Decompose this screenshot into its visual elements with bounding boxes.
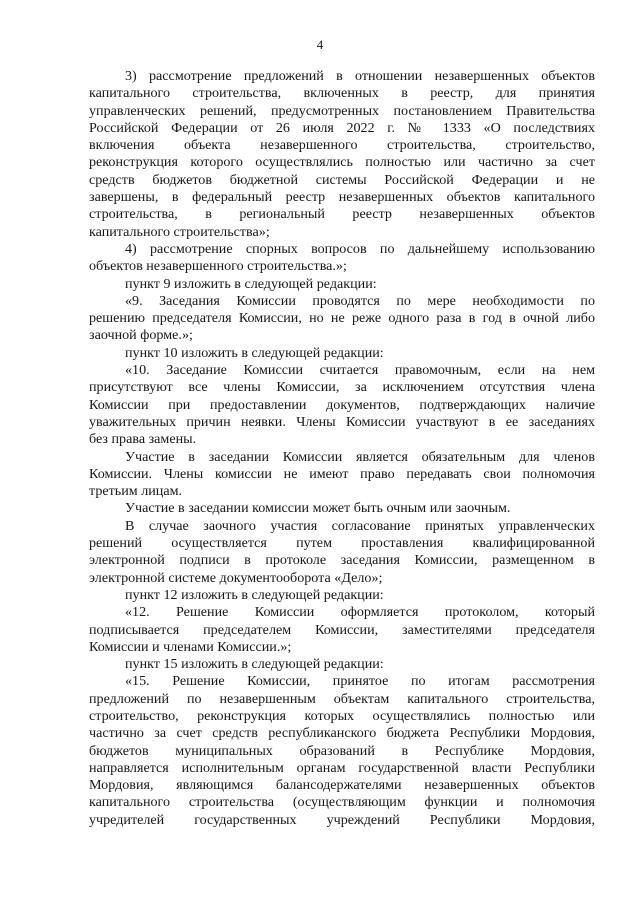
text-line: Мордовия, являющимся балансодержателями незавершенных объектов	[89, 777, 595, 794]
document-body	[89, 68, 595, 829]
page-number: 4	[316, 37, 324, 52]
text-line: 3) рассмотрение предложений в отношении незавершенных объектов	[125, 68, 595, 84]
text-line: без права замены.	[89, 431, 197, 448]
text-line: Комиссии и членами Комиссии.»;	[89, 638, 292, 655]
text-line: завершены, в федеральный реестр незавершенных объектов капитального	[89, 189, 595, 206]
text-line: электронной системе документооборота «Дело»;	[89, 569, 383, 586]
text-line: управленческих решений, предусмотренных постановлением Правительства	[89, 102, 595, 119]
text-line: «9. Заседания Комиссии проводятся по мере необходимости по	[125, 292, 595, 309]
text-line: «15. Решение Комиссии, принятое по итогам рассмотрения	[125, 673, 595, 690]
text-line: средств бюджетов бюджетной системы Российской Федерации и не	[89, 171, 595, 188]
paragraph	[89, 518, 595, 587]
text-line: пункт 9 изложить в следующей редакции:	[125, 275, 377, 292]
paragraph	[89, 449, 595, 501]
paragraph	[89, 345, 595, 362]
text-line: учредителей государственных учреждений Республики Мордовия,	[89, 811, 595, 828]
text-line: подписывается председателем Комиссии, заместителями председателя	[89, 621, 595, 638]
text-line: частично за счет средств республиканского бюджета Республики Мордовия,	[89, 725, 595, 742]
text-line: строительства, в региональный реестр незавершенных объектов	[89, 206, 595, 223]
paragraph	[89, 604, 595, 656]
text-line: пункт 10 изложить в следующей редакции:	[125, 344, 384, 361]
text-line: решению председателя Комиссии, но не реже одного раза в год в очной либо	[89, 310, 595, 327]
paragraph	[89, 276, 595, 293]
text-line: В случае заочного участия согласование принятых управленческих	[125, 517, 595, 534]
paragraph	[89, 68, 595, 241]
paragraph	[89, 500, 595, 517]
paragraph	[89, 362, 595, 448]
paragraph	[89, 293, 595, 345]
text-line: 4) рассмотрение спорных вопросов по дальнейшему использованию	[125, 240, 595, 257]
text-line: бюджетов муниципальных образований в Республике Мордовия,	[89, 742, 595, 759]
text-line: строительство, реконструкция которых осуществлялись полностью или	[89, 707, 595, 724]
paragraph	[89, 241, 595, 276]
text-line: капитального строительства (осуществляющим функции и полномочия	[89, 794, 595, 811]
text-line: пункт 15 изложить в следующей редакции:	[125, 656, 384, 673]
paragraph	[89, 673, 595, 829]
text-line: электронной подписи в протоколе заседания Комиссии, размещенном в	[89, 552, 595, 569]
text-line: пункт 12 изложить в следующей редакции:	[125, 586, 384, 603]
text-line: реконструкция которого осуществлялись полностью или частично за счет	[89, 154, 595, 171]
text-line: Участие в заседании Комиссии является обязательным для членов	[125, 448, 595, 465]
text-line: объектов незавершенного строительства.»;	[89, 258, 347, 275]
text-line: направляется исполнительным органам государственной власти Республики	[89, 759, 595, 776]
text-line: Российской Федерации от 26 июля 2022 г. № 1333 «О последствиях	[89, 119, 595, 136]
text-line: Комиссии. Члены комиссии не имеют право передавать свои полномочия	[89, 465, 595, 482]
text-line: уважительных причин неявки. Члены Комиссии участвуют в ее заседаниях	[89, 413, 595, 430]
paragraph	[89, 587, 595, 604]
text-line: Комиссии при предоставлении документов, подтверждающих наличие	[89, 396, 595, 413]
text-line: Участие в заседании комиссии может быть очным или заочным.	[125, 500, 511, 517]
text-line: «10. Заседание Комиссии считается правомочным, если на нем	[125, 362, 595, 379]
text-line: предложений по незавершенным объектам капитального строительства,	[89, 690, 595, 707]
text-line: капитального строительства»;	[89, 223, 270, 240]
text-line: присутствуют все члены Комиссии, за исключением отсутствия члена	[89, 379, 595, 396]
text-line: заочной форме.»;	[89, 327, 193, 344]
text-line: третьим лицам.	[89, 483, 183, 500]
text-line: решений осуществляется путем проставления квалифицированной	[89, 535, 595, 552]
text-line: включения объекта незавершенного строительства, строительство,	[89, 137, 595, 154]
text-line: капитального строительства, включенных в реестр, для принятия	[89, 85, 595, 102]
paragraph	[89, 656, 595, 673]
text-line: «12. Решение Комиссии оформляется протоколом, который	[125, 604, 595, 621]
